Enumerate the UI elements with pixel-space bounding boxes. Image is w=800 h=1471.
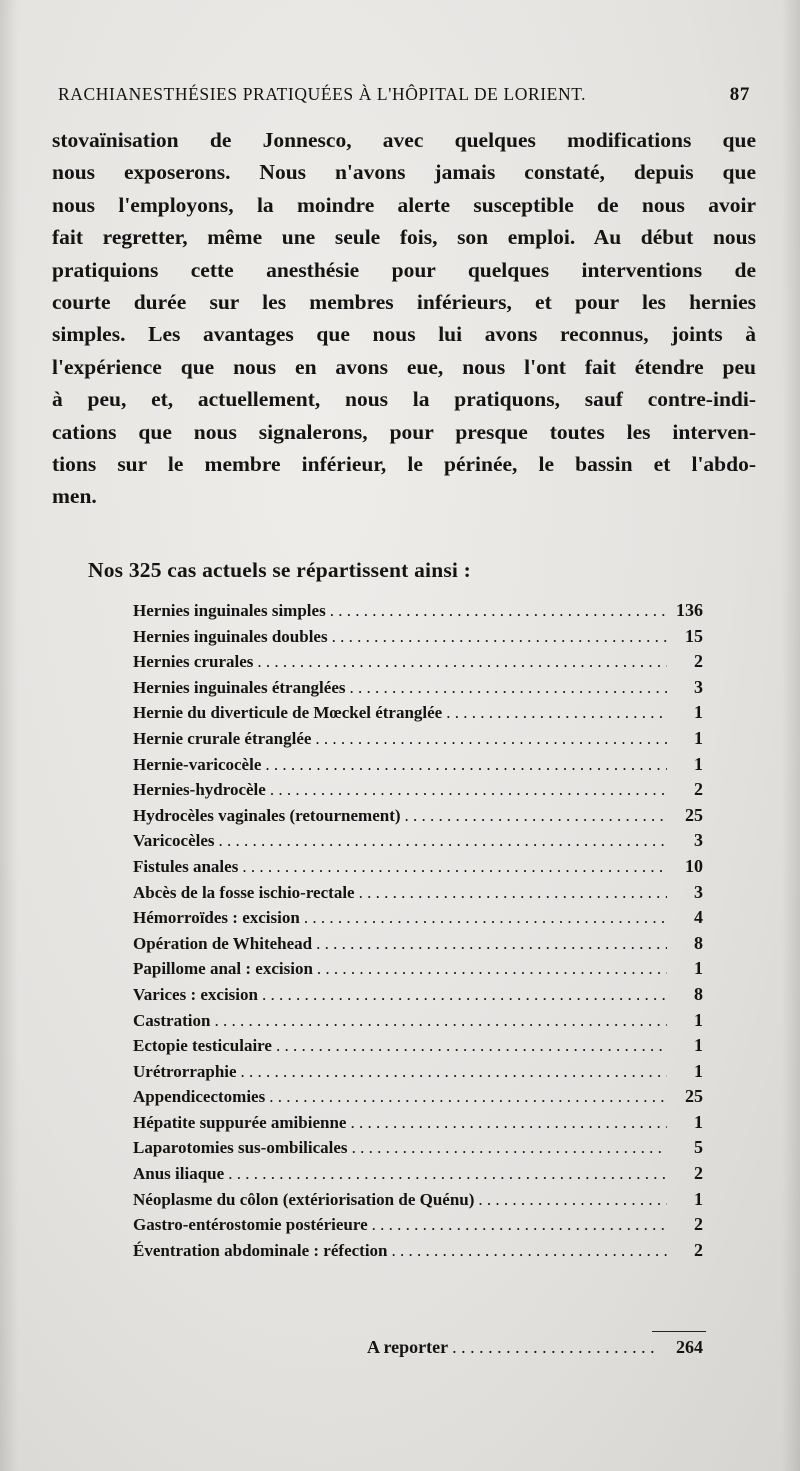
case-row [133,958,703,984]
case-label: Hernie crurale étranglée [133,728,312,748]
case-count: 1 [694,958,703,979]
case-row [133,1035,703,1061]
case-row [133,1214,703,1240]
paragraph-line: men. [52,484,97,509]
case-row [133,728,703,754]
case-row [133,779,703,805]
dot-leader [359,883,667,903]
case-count: 2 [694,651,703,672]
case-count: 2 [694,1163,703,1184]
case-count: 4 [694,907,703,928]
dot-leader [352,1138,667,1158]
case-row [133,1189,703,1215]
case-label: Hernie du diverticule de Mœckel étranglée [133,703,443,723]
running-header [58,84,750,106]
paragraph-line: à peu, et, actuellement, nous la pratiquons, sauf contre-indi- [52,387,756,412]
case-row [133,984,703,1010]
case-count: 1 [694,702,703,723]
case-count: 2 [694,1214,703,1235]
case-label: Abcès de la fosse ischio-rectale [133,882,355,902]
case-count: 136 [676,600,703,620]
dot-leader [452,1337,659,1358]
case-row [133,1086,703,1112]
case-label: Fistules anales [133,856,239,876]
case-label: Appendicectomies [133,1087,266,1107]
case-count: 3 [694,676,703,697]
case-count: 1 [694,1060,703,1081]
paragraph-line: cations que nous signalerons, pour presque toutes les interven- [52,419,756,444]
case-count: 1 [694,1188,703,1209]
case-label: Ectopie testiculaire [133,1036,272,1056]
case-label: Hernies inguinales étranglées [133,677,346,697]
case-count: 2 [694,779,703,800]
paragraph-line: l'expérience que nous en avons eue, nous l'ont fait étendre peu [52,354,756,379]
dot-leader [219,831,667,851]
case-label: Papillome anal : excision [133,959,313,979]
case-row [133,1240,703,1266]
paragraph-line: courte durée sur les membres inférieurs, et pour les hernies [52,289,756,314]
dot-leader [392,1241,668,1261]
case-label: Varices : excision [133,984,258,1004]
carry-forward-count: 264 [676,1337,703,1357]
case-count: 3 [694,830,703,851]
case-label: Hépatite suppurée amibienne [133,1112,347,1132]
body-paragraph [52,124,756,513]
dot-leader [332,627,667,647]
dot-leader [228,1164,667,1184]
case-label: Hernies inguinales simples [133,601,326,620]
dot-leader [276,1036,667,1056]
case-row [133,626,703,652]
dot-leader [242,857,667,877]
paragraph-line: pratiquions cette anesthésie pour quelques interventions de [52,257,756,282]
case-row [133,805,703,831]
case-count: 1 [694,727,703,748]
carry-forward-row [367,1337,703,1358]
paragraph-line: fait regretter, même une seule fois, son emploi. Au début nous [52,225,756,250]
case-label: Laparotomies sus-ombilicales [133,1138,348,1158]
case-label: Opération de Whitehead [133,933,313,953]
case-count: 2 [694,1239,703,1260]
dot-leader [214,1011,667,1031]
case-row [133,1061,703,1087]
case-row [133,600,703,626]
dot-leader [446,703,667,723]
case-row [133,754,703,780]
case-count: 8 [694,932,703,953]
dot-leader [317,959,667,979]
case-row [133,882,703,908]
case-count: 3 [694,881,703,902]
dot-leader [405,806,667,826]
sum-rule [652,1331,706,1332]
dot-leader [269,1087,667,1107]
dot-leader [257,652,667,672]
case-label: Hydrocèles vaginales (retournement) [133,805,401,825]
case-label: Éventration abdominale : réfection [133,1240,388,1260]
dot-leader [350,1113,667,1133]
paragraph-line: simples. Les avantages que nous lui avons reconnus, joints à [52,322,756,347]
case-label: Hernies inguinales doubles [133,626,328,646]
case-count: 8 [694,983,703,1004]
dot-leader [304,908,667,928]
case-label: Gastro-entérostomie postérieure [133,1215,368,1235]
case-row [133,677,703,703]
table-intro: Nos 325 cas actuels se répartissent ainsi : [88,558,472,582]
paragraph-line: tions sur le membre inférieur, le périnée, le bassin et l'abdo- [52,451,756,476]
case-label: Hernie-varicocèle [133,754,262,774]
paragraph-line: nous l'employons, la moindre alerte susceptible de nous avoir [52,192,756,217]
case-row [133,1010,703,1036]
running-title: RACHIANESTHÉSIES PRATIQUÉES À L'HÔPITAL DE LORIENT. [58,84,587,104]
dot-leader [270,780,667,800]
dot-leader [262,985,667,1005]
carry-forward-label: A reporter [367,1337,449,1357]
case-row [133,702,703,728]
case-count: 10 [685,855,703,876]
case-count: 25 [685,804,703,825]
dot-leader [349,678,667,698]
page-shadow-left [0,0,18,1471]
case-label: Hémorroïdes : excision [133,908,300,928]
dot-leader [315,729,667,749]
paragraph-line: nous exposerons. Nous n'avons jamais constaté, depuis que [52,160,756,185]
case-count: 1 [694,1009,703,1030]
dot-leader [316,934,667,954]
case-row [133,907,703,933]
case-count: 1 [694,1035,703,1056]
case-row [133,933,703,959]
paragraph-line: stovaïnisation de Jonnesco, avec quelques modifications que [52,128,756,152]
case-count: 5 [694,1137,703,1158]
case-label: Varicocèles [133,831,215,851]
page-shadow-right [782,0,800,1471]
case-label: Hernies crurales [133,652,254,672]
case-count: 1 [694,753,703,774]
case-row [133,651,703,677]
case-row [133,856,703,882]
page-number: 87 [729,84,750,105]
case-row [133,1163,703,1189]
case-row [133,1137,703,1163]
dot-leader [265,755,667,775]
dot-leader [330,601,667,621]
case-count: 15 [685,625,703,646]
dot-leader [241,1062,667,1082]
dot-leader [372,1215,667,1235]
case-table [133,600,703,1265]
dot-leader [478,1190,667,1210]
case-label: Anus iliaque [133,1164,225,1184]
case-label: Hernies-hydrocèle [133,780,266,800]
case-label: Urétrorraphie [133,1061,237,1081]
case-label: Castration [133,1010,211,1030]
case-count: 25 [685,1086,703,1107]
case-label: Néoplasme du côlon (extériorisation de Quénu) [133,1189,475,1209]
case-row [133,1112,703,1138]
case-count: 1 [694,1111,703,1132]
case-row [133,830,703,856]
